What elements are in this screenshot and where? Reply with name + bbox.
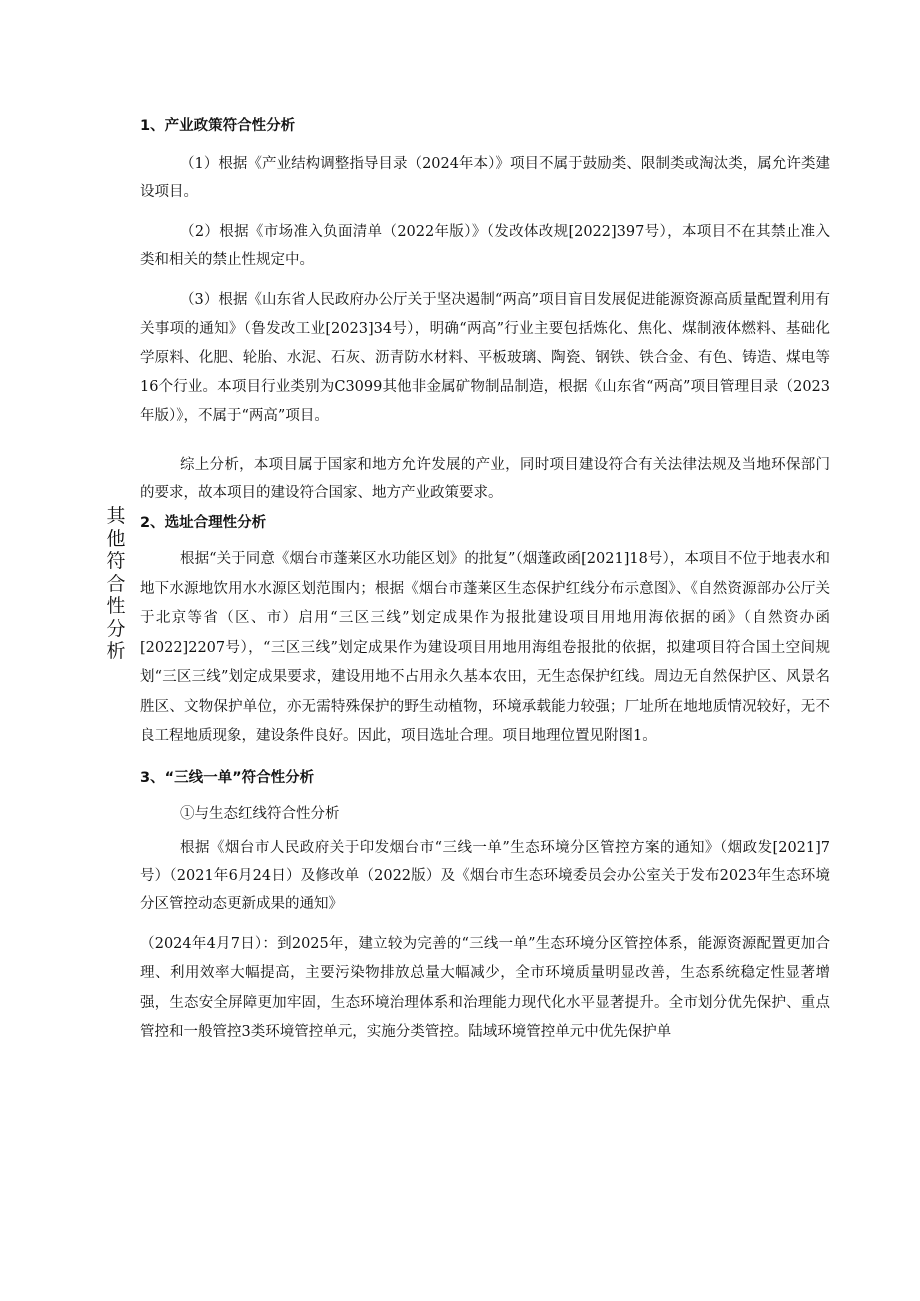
section-1-summary: 综上分析，本项目属于国家和地方允许发展的产业，同时项目建设符合有关法律法规及当地环保部门的要求，故本项目的建设符合国家、地方产业政策要求。 [140, 457, 830, 501]
section-1-paragraph-3: （3）根据《山东省人民政府办公厅关于坚决遏制“两高”项目盲目发展促进能源资源高质量配置利用有关事项的通知》（鲁发改工业[2023]34号），明确“两高”行业主要包括炼化、焦化、煤制液体燃料、基础化学原料、化肥、轮胎、水泥、石灰、沥青防水材料、平板玻璃、陶瓷、钢铁、铁合金、有色、铸造、煤电等16个行业。本项目行业类别为C3099其他非金属矿物制品制造，根据《山东省“两高”项目管理目录（2023年版）》，不属于“两高”项目。 [140, 292, 830, 424]
section-2-paragraph-1: 根据“关于同意《烟台市蓬莱区水功能区划》的批复”（烟蓬政函[2021]18号），本项目不位于地表水和地下水源地饮用水水源区划范围内；根据《烟台市蓬莱区生态保护红线分布示意图》、《自然资源部办公厅关于北京等省（区、市）启用“三区三线”划定成果作为报批建设项目用地用海依据的函》（自然资办函[2022]2207号），“三区三线”划定成果作为建设项目用地用海组卷报批的依据，拟建项目符合国土空间规划“三区三线”划定成果要求，建设用地不占用永久基本农田，无生态保护红线。周边无自然保护区、风景名胜区、文物保护单位，亦无需特殊保护的野生动植物，环境承载能力较强；厂址所在地地质情况较好，无不良工程地质现象，建设条件良好。因此，项目选址合理。项目地理位置见附图1。 [140, 551, 830, 744]
section-2-heading: 2、选址合理性分析 [140, 515, 267, 531]
section-3-paragraph-1: 根据《烟台市人民政府关于印发烟台市“三线一单”生态环境分区管控方案的通知》（烟政发[2021]7号）（2021年6月24日）及修改单（2022版）及《烟台市生态环境委员会办公室关于发布2023年生态环境分区管控动态更新成果的通知》 [140, 839, 830, 912]
section-3-subheading: ①与生态红线符合性分析 [180, 805, 340, 822]
side-label: 其他符合性分析 [106, 505, 126, 662]
section-3-heading: 3、“三线一单”符合性分析 [140, 769, 315, 786]
section-1-paragraph-2: （2）根据《市场准入负面清单（2022年版）》（发改体改规[2022]397号），本项目不在其禁止准入类和相关的禁止性规定中。 [140, 224, 830, 268]
main-content [140, 114, 830, 1048]
section-1-heading: 1、产业政策符合性分析 [140, 118, 296, 134]
section-3-paragraph-2: （2024年4月7日）：到2025年，建立较为完善的“三线一单”生态环境分区管控体系，能源资源配置更加合理、利用效率大幅提高，主要污染物排放总量大幅减少，全市环境质量明显改善，生态系统稳定性显著增强，生态安全屏障更加牢固，生态环境治理体系和治理能力现代化水平显著提升。全市划分优先保护、重点管控和一般管控3类环境管控单元，实施分类管控。陆域环境管控单元中优先保护单 [140, 935, 830, 1040]
section-1-paragraph-1: （1）根据《产业结构调整指导目录（2024年本）》项目不属于鼓励类、限制类或淘汰类，属允许类建设项目。 [140, 156, 830, 200]
